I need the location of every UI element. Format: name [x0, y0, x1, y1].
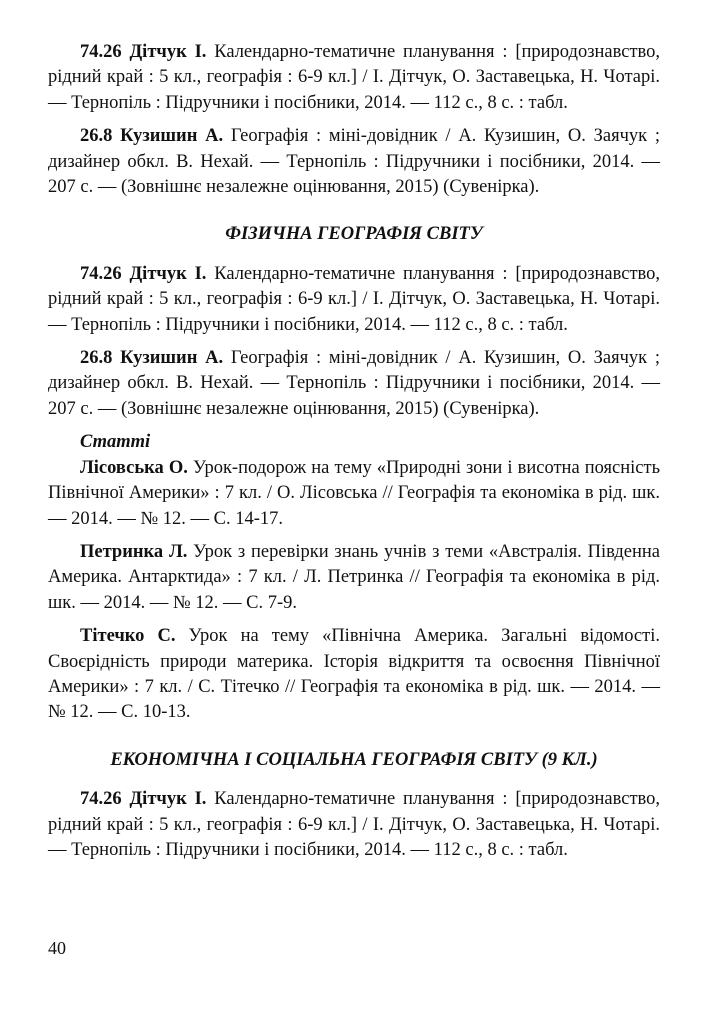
entry-author: Дітчук І. — [129, 789, 207, 810]
entry-code: 26.8 — [80, 348, 113, 369]
entry-author: Дітчук І. — [129, 42, 207, 62]
entry-code: 74.26 — [80, 789, 122, 810]
page-number: 40 — [48, 938, 66, 958]
article-entry — [48, 456, 660, 532]
bib-entry — [48, 262, 660, 338]
entry-author: Кузишин А. — [120, 348, 224, 369]
entry-author: Дітчук І. — [129, 263, 207, 284]
entry-text: Календарно-тематичне планування : [природознавство, рідний край : 5 кл., географія : 6-9 кл.] / І. Дітчук, О. Заставецька, Н. Чотарі. — Тернопіль : Підручники і посібники, 2014. — 112 с., 8 с. : табл. — [48, 263, 661, 335]
article-text: Урок на тему «Північна Америка. Загальні відомості. Своєрідність природи материка. Історія відкриття та освоєння Північної Америки» : 7 кл. / С. Тітечко // Географія та економіка в рід. шк. — 2014. — № 12. — С. 10-13. — [48, 626, 660, 723]
entry-text: Географія : міні-довідник / А. Кузишин, О. Заячук ; дизайнер обкл. В. Нехай. — Тернопіль : Підручники і посібники, 2014. — 207 с. — (Зовнішнє незалежне оцінювання, 2015) (Сувенірка). — [48, 126, 661, 198]
article-entry — [48, 540, 660, 616]
bib-entry — [48, 787, 660, 863]
section-title-physical: ФІЗИЧНА ГЕОГРАФІЯ СВІТУ — [225, 224, 483, 245]
article-entry — [48, 624, 660, 726]
article-author: Лісовська О. — [80, 457, 188, 478]
entry-code: 74.26 — [80, 263, 122, 284]
entry-text: Календарно-тематичне планування : [природознавство, рідний край : 5 кл., географія : 6-9 кл.] / І. Дітчук, О. Заставецька, Н. Чотарі. — Тернопіль : Підручники і посібники, 2014. — 112 с., 8 с. : табл. — [48, 789, 661, 860]
article-author: Петринка Л. — [80, 541, 188, 562]
bib-entry — [48, 40, 660, 116]
bib-entry — [48, 346, 660, 422]
bib-entry — [48, 124, 660, 200]
articles-subtitle: Статті — [80, 432, 151, 453]
section-title-economic: ЕКОНОМІЧНА І СОЦІАЛЬНА ГЕОГРАФІЯ СВІТУ (9 КЛ.) — [110, 749, 598, 770]
entry-text: Календарно-тематичне планування : [природознавство, рідний край : 5 кл., географія : 6-9 кл.] / І. Дітчук, О. Заставецька, Н. Чотарі. — Тернопіль : Підручники і посібники, 2014. — 112 с., 8 с. : табл. — [48, 42, 661, 113]
page-content — [48, 40, 660, 871]
entry-text: Географія : міні-довідник / А. Кузишин, О. Заячук ; дизайнер обкл. В. Нехай. — Тернопіль : Підручники і посібники, 2014. — 207 с. — (Зовнішнє незалежне оцінювання, 2015) (Сувенірка). — [48, 348, 661, 419]
article-text: Урок з перевірки знань учнів з теми «Австралія. Південна Америка. Антарктида» : 7 кл. / Л. Петринка // Географія та економіка в рід. шк. — 2014. — № 12. — С. 7-9. — [48, 541, 661, 613]
entry-author: Кузишин А. — [120, 126, 224, 147]
entry-code: 26.8 — [80, 126, 113, 147]
entry-code: 74.26 — [80, 42, 122, 62]
article-text: Урок-подорож на тему «Природні зони і висотна поясність Північної Америки» : 7 кл. / О. Лісовська // Географія та економіка в рід. шк. — 2014. — № 12. — С. 14-17. — [48, 457, 661, 529]
article-author: Тітечко С. — [80, 626, 176, 647]
